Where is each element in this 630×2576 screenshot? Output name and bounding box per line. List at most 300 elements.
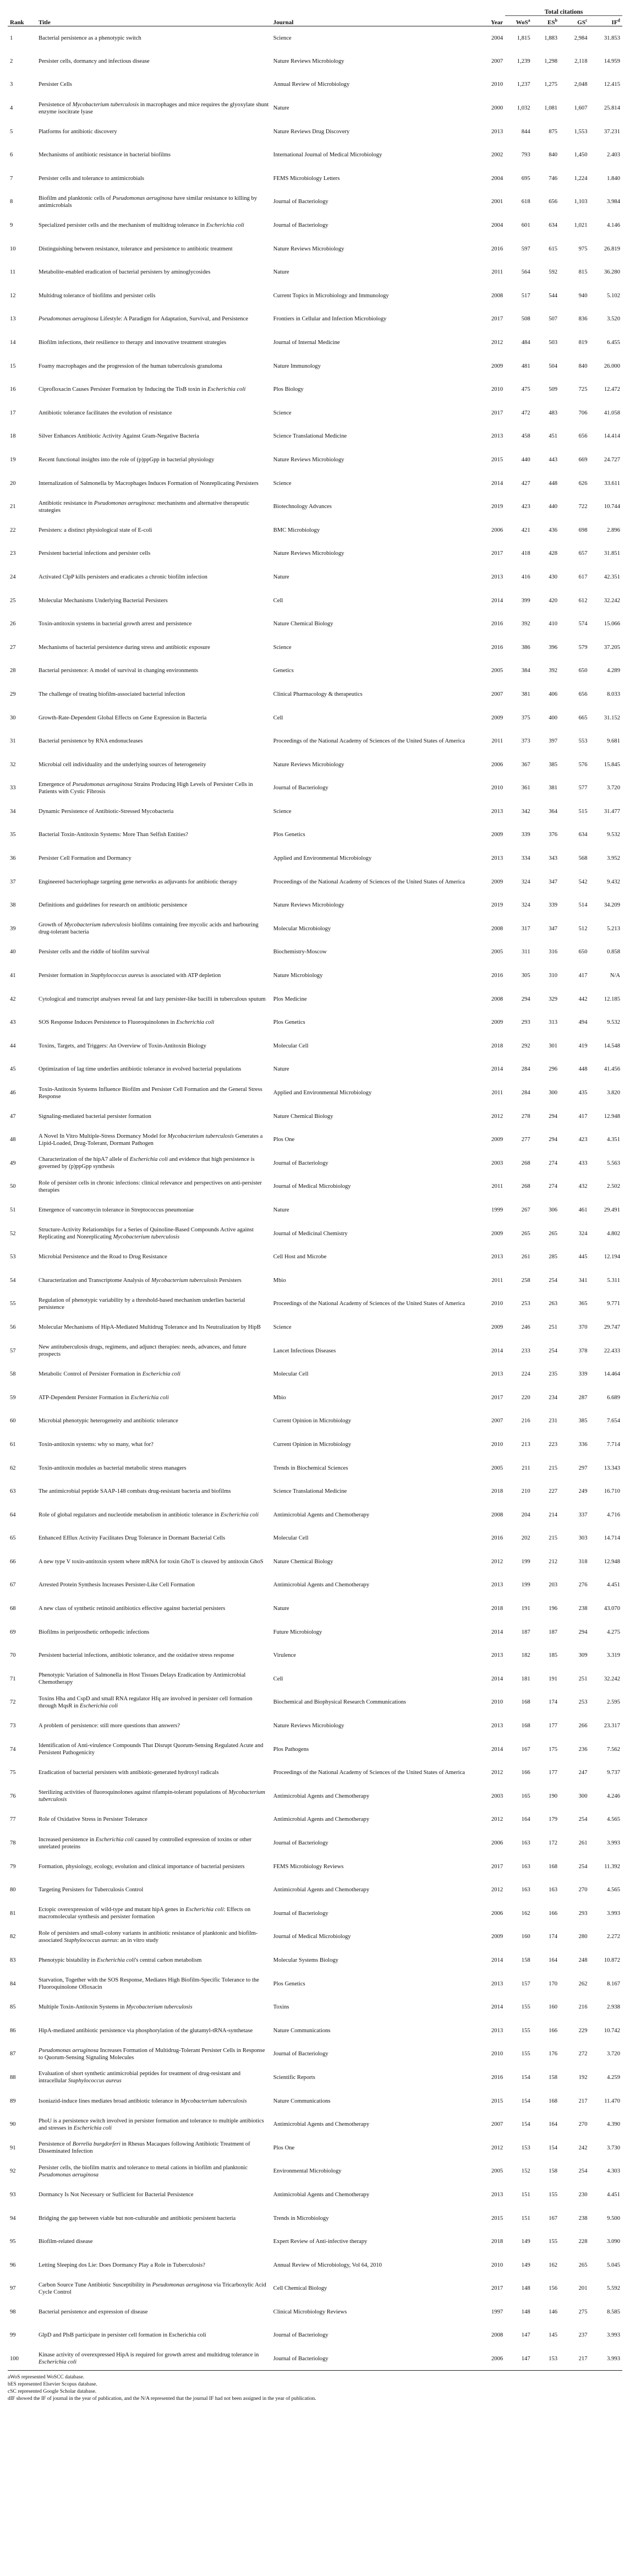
cell-journal: Nature Chemical Biology: [273, 1558, 333, 1565]
table-row: [8, 729, 622, 753]
cell-journal: Antimicrobial Agents and Chemotherapy: [273, 1511, 370, 1518]
cell-wos: 392: [521, 621, 530, 627]
cell-wos: 375: [521, 714, 530, 721]
table-row: [8, 237, 622, 261]
cell-wos: 293: [521, 1019, 530, 1026]
cell-year: 2002: [491, 152, 503, 159]
cell-journal: Antimicrobial Agents and Chemotherapy: [273, 2191, 370, 2198]
cell-if: 9.737: [607, 1770, 620, 1776]
cell-journal: Plos Genetics: [273, 1980, 305, 1987]
cell-title: Internalization of Salmonella by Macrophages Induces Formation of Nonreplicating Persisters: [38, 480, 259, 487]
cell-rank: 34: [10, 808, 16, 815]
cell-year: 2005: [491, 1465, 503, 1471]
cell-wos: 384: [521, 668, 530, 674]
cell-es: 343: [549, 855, 558, 862]
cell-journal: FEMS Microbiology Reviews: [273, 1863, 344, 1870]
cell-title: Toxin-antitoxin modules as bacterial metabolic stress managers: [38, 1465, 187, 1471]
cell-rank: 87: [10, 2051, 16, 2057]
cell-title: Role of global regulators and nucleotide metabolism in antibiotic tolerance in Escherichia coli: [38, 1511, 259, 1518]
cell-if: 4.246: [607, 1793, 620, 1799]
cell-year: 2012: [491, 340, 503, 346]
cell-title: Persister formation in Staphylococcus aureus is associated with ATP depletion: [38, 973, 221, 979]
cell-es: 223: [549, 1441, 558, 1448]
table-row: [8, 2043, 622, 2066]
cell-year: 2014: [491, 2004, 503, 2011]
cell-wos: 149: [521, 2239, 530, 2245]
table-row: [8, 167, 622, 190]
table-row: [8, 378, 622, 401]
cell-rank: 51: [10, 1207, 16, 1213]
cell-es: 347: [549, 925, 558, 932]
cell-es: 430: [549, 574, 558, 580]
cell-journal: Nature Reviews Microbiology: [273, 58, 344, 64]
cell-gs: 445: [578, 1254, 588, 1260]
cell-journal: Journal of Medical Microbiology: [273, 1183, 351, 1190]
cell-es: 428: [549, 550, 558, 557]
cell-year: 2017: [491, 410, 503, 416]
cell-if: 16.710: [604, 1488, 620, 1495]
cell-journal: Trends in Biochemical Sciences: [273, 1465, 348, 1471]
cell-title: Bridging the gap between viable but non-culturable and antibiotic persistent bacteria: [38, 2215, 236, 2222]
cell-year: 2014: [491, 1957, 503, 1963]
cell-journal: Journal of Bacteriology: [273, 2332, 328, 2339]
cell-wos: 284: [521, 1090, 530, 1096]
cell-if: 4.451: [607, 1582, 620, 1589]
cell-wos: 164: [521, 1816, 530, 1823]
cell-rank: 9: [10, 222, 13, 229]
cell-year: 2015: [491, 2215, 503, 2222]
cell-if: 3.993: [607, 1840, 620, 1847]
cell-journal: Nature: [273, 269, 289, 276]
cell-year: 2015: [491, 2098, 503, 2104]
cell-wos: 1,237: [517, 81, 530, 88]
cell-title: Activated ClpP kills persisters and eradicates a chronic biofilm infection: [38, 574, 207, 580]
table-row: [8, 401, 622, 425]
cell-gs: 297: [578, 1465, 588, 1471]
cell-title: Isoniazid-induce lines mediates broad antibiotic tolerance in Mycobacterium tuberculosis: [38, 2098, 247, 2104]
cell-gs: 303: [578, 1535, 588, 1542]
cell-es: 170: [549, 1980, 558, 1987]
table-row: [8, 284, 622, 308]
cell-rank: 48: [10, 1137, 16, 1143]
cell-title: Optimization of lag time underlies antibiotic tolerance in evolved bacterial populations: [38, 1066, 242, 1073]
cell-year: 2010: [491, 81, 503, 88]
cell-year: 2012: [491, 1770, 503, 1776]
cell-wos: 1,815: [517, 35, 530, 41]
cell-rank: 71: [10, 1676, 16, 1682]
table-row: [8, 1128, 622, 1151]
table-row: [8, 1574, 622, 1597]
cell-wos: 399: [521, 597, 530, 604]
table-row: [8, 1316, 622, 1339]
cell-if: 24.727: [604, 456, 620, 463]
cell-gs: 722: [578, 504, 588, 510]
cell-gs: 318: [578, 1558, 588, 1565]
cell-rank: 40: [10, 949, 16, 956]
cell-journal: Cell Host and Microbe: [273, 1254, 327, 1260]
cell-rank: 97: [10, 2285, 16, 2292]
cell-title: HipA-mediated antibiotic persistence via phosphorylation of the glutamyl-tRNA-synthetase: [38, 2027, 253, 2034]
cell-gs: 237: [578, 2332, 588, 2339]
cell-journal: Journal of Bacteriology: [271, 2347, 475, 2371]
cell-year: 2008: [491, 996, 503, 1002]
cell-gs: 251: [578, 1676, 588, 1682]
cell-wos: 386: [521, 644, 530, 651]
cell-year: 2006: [475, 2347, 505, 2371]
cell-title: Persistent bacterial infections, antibiotic tolerance, and the oxidative stress response: [38, 1652, 234, 1659]
table-row: [8, 1550, 622, 1574]
cell-rank: 76: [10, 1793, 16, 1799]
cell-year: 2016: [491, 1535, 503, 1542]
cell-rank: 81: [10, 1910, 16, 1917]
cell-year: 2019: [491, 902, 503, 909]
table-row: [8, 190, 622, 214]
cell-wos: 324: [521, 878, 530, 885]
cell-rank: 5: [10, 128, 13, 135]
cell-es: 615: [549, 245, 558, 252]
cell-title: Biofilm and planktonic cells of Pseudomonas aeruginosa have similar resistance to killing by antimicrobials: [38, 195, 258, 209]
cell-es: 175: [549, 1746, 558, 1753]
footnote: cSC represented Google Scholar database.: [8, 2389, 97, 2395]
cell-journal: Applied and Environmental Microbiology: [273, 855, 372, 862]
cell-es: 329: [549, 996, 558, 1002]
cell-journal: Expert Review of Anti-infective therapy: [273, 2239, 368, 2245]
cell-title: Ciprofloxacin Causes Persister Formation by Inducing the TisB toxin in Escherichia coli: [38, 386, 246, 393]
cell-title: GlpD and PlsB participate in persister cell formation in Escherichia coli: [38, 2332, 206, 2339]
cell-wos: 458: [521, 433, 530, 440]
cell-rank: 59: [10, 1394, 16, 1401]
cell-gs: 669: [578, 456, 588, 463]
cell-year: 2004: [491, 222, 503, 229]
cell-if: 12.472: [604, 386, 620, 393]
cell-wos: 157: [521, 1980, 530, 1987]
cell-wos: 182: [521, 1652, 530, 1659]
cell-wos: 168: [521, 1723, 530, 1729]
cell-rank: 100: [8, 2347, 36, 2371]
cell-es: 215: [549, 1535, 558, 1542]
cell-es: 483: [549, 410, 558, 416]
cell-title: Pseudomonas aeruginosa Lifestyle: A Paradigm for Adaptation, Survival, and Persistence: [38, 316, 248, 323]
cell-if: 3.993: [607, 2332, 620, 2339]
cell-rank: 60: [10, 1418, 16, 1425]
cell-gs: 230: [578, 2191, 588, 2198]
cell-gs: 432: [578, 1183, 588, 1190]
cell-title: Bacterial Toxin-Antitoxin Systems: More Than Selfish Entities?: [38, 832, 188, 838]
table-row: [8, 2277, 622, 2301]
cell-es: 451: [549, 433, 558, 440]
cell-journal: Biotechnology Advances: [273, 504, 332, 510]
cell-wos: 233: [521, 1347, 530, 1354]
cell-wos: 416: [521, 574, 530, 580]
cell-journal: Nature Reviews Microbiology: [273, 550, 344, 557]
cell-if: 5.045: [607, 2262, 620, 2268]
cell-if: 12.415: [604, 81, 620, 88]
cell-wos: 334: [521, 855, 530, 862]
table-row: [8, 941, 622, 964]
cell-gs: 365: [578, 1301, 588, 1307]
cell-title: Molecular Mechanisms of HipA-Mediated Multidrug Tolerance and Its Neutralization by HipB: [38, 1324, 261, 1330]
table-row: [8, 964, 622, 987]
cell-journal: Cell: [273, 1676, 283, 1682]
cell-gs: 612: [578, 597, 588, 604]
cell-wos: 258: [521, 1277, 530, 1284]
cell-gs: 574: [578, 621, 588, 627]
cell-if: 3.720: [607, 2051, 620, 2057]
cell-title: Dormancy Is Not Necessary or Sufficient for Bacterial Persistence: [38, 2191, 194, 2198]
cell-gs: 294: [578, 1629, 588, 1635]
cell-wos: 154: [521, 2098, 530, 2104]
cell-rank: 78: [10, 1840, 16, 1847]
cell-gs: 254: [578, 1863, 588, 1870]
cell-year: 2007: [491, 691, 503, 697]
cell-journal: Plos Pathogens: [273, 1746, 309, 1753]
cell-gs: 270: [578, 2121, 588, 2128]
cell-if: 9.432: [607, 878, 620, 885]
cell-title: Persister cells and the riddle of biofilm survival: [38, 949, 150, 956]
table-row: [8, 308, 622, 331]
cell-journal: Cell: [273, 597, 283, 604]
cell-journal: Virulence: [273, 1652, 296, 1659]
cell-year: 2010: [491, 785, 503, 792]
cell-gs: 657: [578, 550, 588, 557]
cell-es: 436: [549, 527, 558, 533]
cell-rank: 17: [10, 410, 16, 416]
cell-rank: 37: [10, 878, 16, 885]
cell-year: 2013: [491, 574, 503, 580]
cell-wos: 317: [521, 925, 530, 932]
cell-gs: 236: [578, 1746, 588, 1753]
cell-es: 509: [549, 386, 558, 393]
cell-journal: Science: [273, 410, 292, 416]
cell-es: 310: [549, 973, 558, 979]
cell-year: 1999: [491, 1207, 503, 1213]
cell-journal: Proceedings of the National Academy of Sciences of the United States of America: [273, 1770, 465, 1776]
cell-gs: 461: [578, 1207, 588, 1213]
cell-es: 448: [549, 480, 558, 487]
cell-wos: 253: [521, 1301, 530, 1307]
cell-es: 1,883: [544, 35, 558, 41]
cell-if: 3.720: [607, 785, 620, 792]
cell-title: Signaling-mediated bacterial persister formation: [38, 1113, 151, 1120]
cell-rank: 30: [10, 714, 16, 721]
cell-es: 410: [549, 621, 558, 627]
cell-wos: 267: [521, 1207, 530, 1213]
cell-if: 5.213: [607, 925, 620, 932]
cell-wos: 246: [521, 1324, 530, 1330]
cell-year: 1997: [491, 2308, 503, 2315]
cell-title: Evaluation of short synthetic antimicrobial peptides for treatment of drug-resistant and intracellular Staphylococcus aureus: [38, 2071, 241, 2084]
cell-gs: 2,984: [574, 35, 588, 41]
cell-rank: 27: [10, 644, 16, 651]
cell-if: 9.500: [607, 2215, 620, 2222]
cell-wos: 268: [521, 1160, 530, 1166]
cell-wos: 151: [521, 2215, 530, 2222]
cell-if: 25.814: [604, 105, 620, 112]
cell-journal: FEMS Microbiology Letters: [273, 175, 340, 182]
cell-if: 5.592: [607, 2285, 620, 2292]
cell-if: 23.317: [604, 1723, 620, 1729]
cell-if: 12.948: [604, 1558, 620, 1565]
cell-if: 12.185: [604, 996, 620, 1002]
cell-es: 146: [549, 2308, 558, 2315]
cell-year: 2010: [491, 2051, 503, 2057]
cell-title: The antimicrobial peptide SAAP-148 combats drug-resistant bacteria and biofilms: [38, 1488, 231, 1495]
cell-rank: 57: [10, 1347, 16, 1354]
cell-es: 443: [549, 456, 558, 463]
cell-gs: 840: [578, 363, 588, 369]
cell-wos: 166: [521, 1770, 530, 1776]
cell-es: 296: [549, 1066, 558, 1073]
cell-es: 1,275: [544, 81, 558, 88]
cell-title: Identification of Anti-virulence Compounds That Disrupt Quorum-Sensing Regulated Acute and Persistent Pathogenicity: [38, 1743, 264, 1756]
cell-gs: 815: [578, 269, 588, 276]
cell-es: 145: [549, 2332, 558, 2339]
cell-wos: 1,239: [517, 58, 530, 64]
cell-es: 592: [549, 269, 558, 276]
cell-es: 172: [549, 1840, 558, 1847]
cell-journal: Journal of Bacteriology: [273, 785, 328, 792]
cell-year: 2004: [491, 175, 503, 182]
cell-journal: Proceedings of the National Academy of Sciences of the United States of America: [273, 738, 465, 745]
cell-es: 396: [549, 644, 558, 651]
cell-es: 265: [549, 1230, 558, 1237]
cell-journal: Nature Reviews Microbiology: [273, 761, 344, 768]
table-row: [8, 870, 622, 894]
cell-rank: 79: [10, 1863, 16, 1870]
cell-title: Antibiotic tolerance facilitates the evolution of resistance: [38, 410, 172, 416]
cell-gs: 417: [578, 973, 588, 979]
cell-journal: Current Opinion in Microbiology: [273, 1418, 352, 1425]
cell-journal: Nature Reviews Drug Discovery: [273, 128, 350, 135]
table-row: [8, 2347, 622, 2371]
cell-gs: 448: [578, 1066, 588, 1073]
cell-wos: 268: [521, 1183, 530, 1190]
cell-rank: 55: [10, 1301, 16, 1307]
table-row: [8, 425, 622, 449]
cell-gs: 626: [578, 480, 588, 487]
cell-if: 36.280: [604, 269, 620, 276]
table-row: [8, 2066, 622, 2089]
cell-if: 26.819: [604, 245, 620, 252]
cell-es: 174: [549, 1699, 558, 1706]
cell-es: 634: [549, 222, 558, 229]
table-row: [8, 1902, 622, 1925]
cell-if: 11.470: [604, 2098, 620, 2104]
cell-rank: 3: [10, 81, 13, 88]
cell-gs: 270: [578, 1887, 588, 1893]
cell-gs: 341: [578, 1277, 588, 1284]
cell-year: 2006: [491, 527, 503, 533]
cell-title: Ectopic overexpression of wild-type and mutant hipA genes in Escherichia coli: Effects on macromolecular synthesis and persister formation: [38, 1907, 251, 1920]
cell-wos: 149: [521, 2262, 530, 2268]
cell-gs: 1,607: [574, 105, 588, 112]
cell-year: 2017: [491, 550, 503, 557]
cell-wos: 342: [521, 808, 530, 815]
cell-gs: 650: [578, 949, 588, 956]
cell-journal: Nature Microbiology: [273, 973, 323, 979]
table-row: [8, 448, 622, 472]
cell-title: Microbial Persistence and the Road to Drug Resistance: [38, 1254, 167, 1260]
cell-gs: 228: [578, 2239, 588, 2245]
cell-rank: 29: [10, 691, 16, 697]
cell-year: 2004: [491, 35, 503, 41]
cell-gs: 272: [578, 2051, 588, 2057]
cell-wos: 277: [521, 1137, 530, 1143]
cell-title: Characterization and Transcriptome Analysis of Mycobacterium tuberculosis Persisters: [38, 1277, 242, 1284]
table-row: [8, 1972, 622, 1996]
cell-if: 33.611: [604, 480, 620, 487]
cell-rank: 98: [10, 2308, 16, 2315]
cell-gs: 1,553: [574, 128, 588, 135]
cell-if: 4.289: [607, 668, 620, 674]
cell-wos: 292: [521, 1043, 530, 1049]
cell-gs: 1,103: [574, 199, 588, 205]
cell-es: 176: [549, 2051, 558, 2057]
cell-rank: 15: [10, 363, 16, 369]
table-row: [8, 26, 622, 50]
cell-year: 2016: [491, 2074, 503, 2081]
table-row: [8, 2089, 622, 2113]
cell-rank: 46: [10, 1090, 16, 1096]
cell-gs: 370: [578, 1324, 588, 1330]
cell-wos: 202: [521, 1535, 530, 1542]
cell-es: 166: [549, 1910, 558, 1917]
cell-if: 26.000: [604, 363, 620, 369]
table-row: [8, 495, 622, 519]
cell-journal: Nature Reviews Microbiology: [273, 1723, 344, 1729]
cell-if: 2.502: [607, 1183, 620, 1190]
cell-wos: 367: [521, 761, 530, 768]
cell-wos: 155: [521, 2051, 530, 2057]
cell-journal: Proceedings of the National Academy of Sciences of the United States of America: [273, 1301, 465, 1307]
cell-journal: Cell Chemical Biology: [273, 2285, 327, 2292]
cell-gs: 293: [578, 1910, 588, 1917]
cell-journal: Annual Review of Microbiology: [273, 81, 350, 88]
table-row: [8, 1222, 622, 1246]
cell-journal: Toxins: [273, 2004, 289, 2011]
cell-if: 31.851: [604, 550, 620, 557]
cell-title: Toxin-antitoxin systems: why so many, what for?: [38, 1441, 154, 1448]
cell-if: 10.742: [604, 2027, 620, 2034]
cell-if: 5.102: [607, 292, 620, 299]
footnote: bES represented Elsevier Scopus database.: [8, 2382, 97, 2388]
cell-title: Phenotypic Variation of Salmonella in Host Tissues Delays Eradication by Antimicrobial Chemotherapy: [38, 1672, 246, 1686]
cell-if: 4.565: [607, 1887, 620, 1893]
cell-journal: Nature: [273, 574, 289, 580]
cell-es: 392: [549, 668, 558, 674]
cell-year: 2019: [491, 504, 503, 510]
cell-year: 2017: [491, 1863, 503, 1870]
cell-year: 2007: [491, 1418, 503, 1425]
cell-year: 2014: [491, 1629, 503, 1635]
cell-rank: 31: [10, 738, 16, 745]
cell-gs: 553: [578, 738, 588, 745]
cell-if: 32.242: [604, 1676, 620, 1682]
table-row: [8, 1011, 622, 1034]
cell-year: 2012: [491, 1113, 503, 1120]
cell-gs: 280: [578, 1934, 588, 1940]
cell-es: 294: [549, 1137, 558, 1143]
footnote: dIF showed the IF of journal in the year of publication, and the N/A represented that the journal IF had not been assigned in the year of publication.: [8, 2396, 316, 2402]
cell-journal: Nature: [273, 105, 289, 112]
cell-title: The challenge of treating biofilm-associated bacterial infection: [38, 691, 185, 697]
cell-journal: Molecular Systems Biology: [273, 1957, 338, 1963]
table-row: [8, 1175, 622, 1199]
cell-year: 2006: [491, 1910, 503, 1917]
cell-if: 9.771: [607, 1301, 620, 1307]
cell-if: 42.351: [604, 574, 620, 580]
cell-wos: 213: [521, 1441, 530, 1448]
